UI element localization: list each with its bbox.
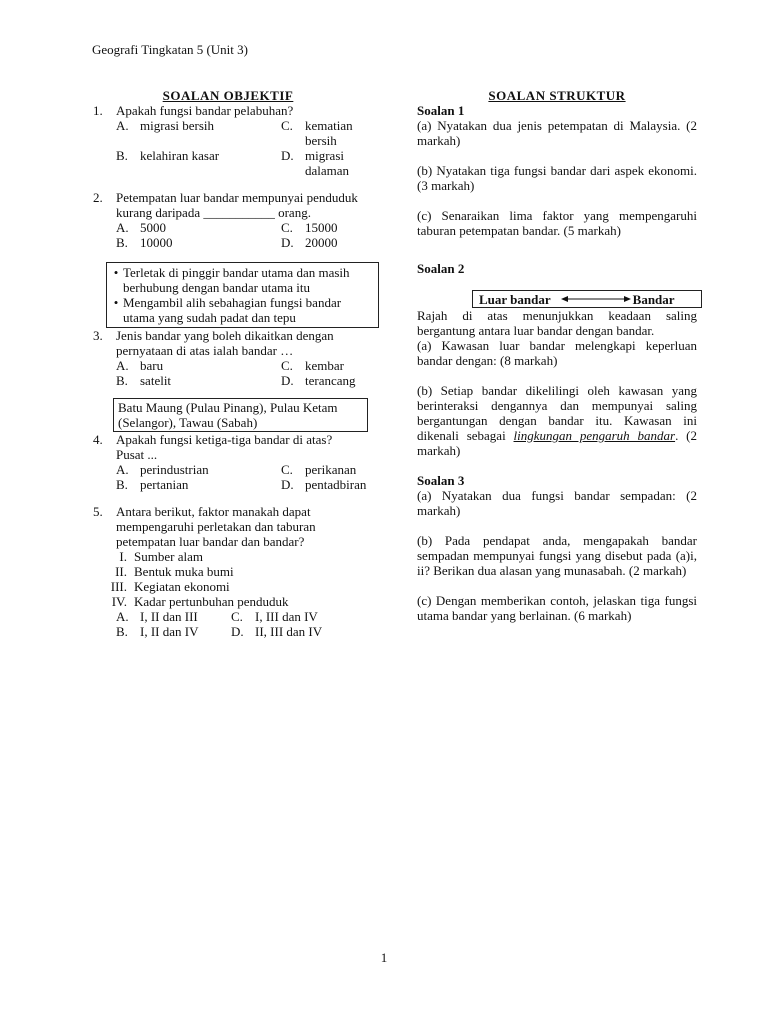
option [116, 609, 231, 624]
question-text: Antara berikut, faktor manakah dapat mempengaruhi perletakan dan taburan petempatan luar bandar dan bandar? [116, 504, 316, 549]
roman-text: Kadar pertunbuhan penduduk [134, 594, 289, 609]
option-letter: B. [116, 477, 128, 492]
option-letter: A. [116, 118, 129, 133]
option-text: 20000 [305, 235, 338, 250]
question-2 [93, 190, 363, 250]
option-text: 15000 [305, 220, 338, 235]
urban-label: Bandar [632, 291, 675, 307]
option [231, 609, 363, 624]
soalan-2-title: Soalan 2 [417, 261, 465, 276]
option-text: I, III dan IV [255, 609, 318, 624]
option-letter: C. [281, 118, 293, 133]
option-letter: A. [116, 609, 129, 624]
option [281, 235, 363, 250]
soalan-1-title: Soalan 1 [417, 103, 465, 118]
roman-item [93, 564, 363, 579]
option [116, 148, 281, 178]
rural-label: Luar bandar [479, 291, 551, 307]
option-text: I, II dan IV [140, 624, 199, 639]
places-box: Batu Maung (Pulau Pinang), Pulau Ketam (Selangor), Tawau (Sabah) [113, 398, 368, 432]
option-text: baru [140, 358, 164, 373]
option-letter: B. [116, 373, 128, 388]
option-text: kembar [305, 358, 344, 373]
option-letter: D. [231, 624, 244, 639]
option-text: kematian bersih [305, 118, 353, 148]
option-text: satelit [140, 373, 172, 388]
roman-item [93, 579, 363, 594]
roman-item [93, 549, 363, 564]
option [116, 373, 281, 388]
soalan-2-b-marks: . (2 markah) [417, 428, 697, 458]
structure-section [417, 88, 697, 623]
option [116, 235, 281, 250]
soalan-3-a: (a) Nyatakan dua fungsi bandar sempadan: (2 markah) [417, 488, 697, 518]
option-text: pentadbiran [305, 477, 367, 492]
option-letter: D. [281, 373, 294, 388]
option [281, 373, 363, 388]
question-5 [93, 504, 363, 639]
objective-section [93, 88, 367, 639]
structure-title: SOALAN STRUKTUR [488, 88, 626, 103]
bullet-item [109, 295, 374, 325]
soalan-3-b: (b) Pada pendapat anda, mengapakah bandar sempadan mempunyai fungsi yang disebut pada (a)i, ii? Berikan dua alasan yang munasabah. (2 markah) [417, 533, 697, 578]
double-arrow-icon [561, 294, 631, 304]
option [281, 118, 363, 148]
option-letter: A. [116, 220, 129, 235]
option [281, 358, 363, 373]
option [116, 462, 281, 477]
option-text: 10000 [140, 235, 173, 250]
key-term: lingkungan pengaruh bandar [513, 428, 676, 443]
roman-item [93, 594, 363, 609]
roman-numeral: II. [115, 564, 127, 579]
option-letter: A. [116, 358, 129, 373]
option-text: kelahiran kasar [140, 148, 220, 163]
dependency-diagram [472, 290, 702, 308]
option-letter: A. [116, 462, 129, 477]
question-3 [93, 328, 363, 388]
option-letter: C. [231, 609, 243, 624]
statement-box [106, 262, 379, 328]
soalan-1-b: (b) Nyatakan tiga fungsi bandar dari aspek ekonomi. (3 markah) [417, 163, 697, 193]
option [281, 148, 363, 178]
roman-text: Sumber alam [134, 549, 203, 564]
option [116, 477, 281, 492]
option-text: II, III dan IV [255, 624, 323, 639]
option [281, 477, 366, 492]
option-text: pertanian [140, 477, 189, 492]
roman-numeral: III. [110, 579, 127, 594]
question-1 [93, 103, 363, 178]
question-number: 3. [93, 328, 103, 343]
soalan-1-a: (a) Nyatakan dua jenis petempatan di Malaysia. (2 markah) [417, 118, 697, 148]
option [116, 220, 281, 235]
option [116, 118, 281, 148]
roman-numeral: IV. [111, 594, 127, 609]
option [116, 624, 231, 639]
option-letter: D. [281, 477, 294, 492]
option-letter: B. [116, 235, 128, 250]
soalan-2-b [417, 383, 697, 458]
option-letter: B. [116, 624, 128, 639]
soalan-3-c: (c) Dengan memberikan contoh, jelaskan tiga fungsi utama bandar yang berlainan. (6 markah) [417, 593, 697, 623]
question-number: 2. [93, 190, 103, 205]
option [281, 462, 366, 477]
option-text: terancang [305, 373, 356, 388]
question-text: Apakah fungsi bandar pelabuhan? [116, 103, 294, 118]
question-text: Jenis bandar yang boleh dikaitkan dengan pernyataan di atas ialah bandar … [116, 328, 334, 358]
option-letter: C. [281, 220, 293, 235]
bullet-text: Mengambil alih sebahagian fungsi bandar utama yang sudah padat dan tepu [123, 295, 342, 325]
soalan-1-c: (c) Senaraikan lima faktor yang mempengaruhi taburan petempatan bandar. (5 markah) [417, 208, 697, 238]
option-text: I, II dan III [140, 609, 198, 624]
option [116, 358, 281, 373]
option-text: perindustrian [140, 462, 209, 477]
question-number: 1. [93, 103, 103, 118]
option-letter: C. [281, 358, 293, 373]
roman-text: Bentuk muka bumi [134, 564, 234, 579]
bullet-text: Terletak di pinggir bandar utama dan masih berhubung dengan bandar utama itu [123, 265, 350, 295]
option-text: migrasi bersih [140, 118, 215, 133]
option-text: migrasi dalaman [305, 148, 350, 178]
roman-text: Kegiatan ekonomi [134, 579, 230, 594]
soalan-2-b-text: (b) Setiap bandar dikelilingi oleh kawasan yang berinteraksi dengannya dan mempunyai saling bergantungan dengan bandar itu. Kawasan ini dikenali sebagai [417, 383, 697, 443]
question-text: Apakah fungsi ketiga-tiga bandar di atas? Pusat ... [116, 432, 333, 462]
question-4 [93, 432, 367, 492]
roman-numeral: I. [119, 549, 127, 564]
option-text: perikanan [305, 462, 357, 477]
option [231, 624, 363, 639]
bullet-icon: • [113, 295, 119, 310]
option-letter: B. [116, 148, 128, 163]
question-number: 5. [93, 504, 103, 519]
option-text: 5000 [140, 220, 166, 235]
option [281, 220, 363, 235]
bullet-item [109, 265, 374, 295]
question-number: 4. [93, 432, 103, 447]
question-text: Petempatan luar bandar mempunyai penduduk kurang daripada ___________ orang. [116, 190, 358, 220]
page-number: 1 [380, 950, 388, 965]
soalan-2-intro: Rajah di atas menunjukkan keadaan saling bergantung antara luar bandar dengan bandar. [417, 308, 697, 338]
page-header: Geografi Tingkatan 5 (Unit 3) [92, 42, 248, 57]
soalan-3-title: Soalan 3 [417, 473, 465, 488]
option-letter: D. [281, 148, 294, 163]
option-letter: D. [281, 235, 294, 250]
bullet-icon: • [113, 265, 119, 280]
soalan-2-a: (a) Kawasan luar bandar melengkapi keperluan bandar dengan: (8 markah) [417, 338, 697, 368]
option-letter: C. [281, 462, 293, 477]
objective-title: SOALAN OBJEKTIF [162, 88, 294, 103]
